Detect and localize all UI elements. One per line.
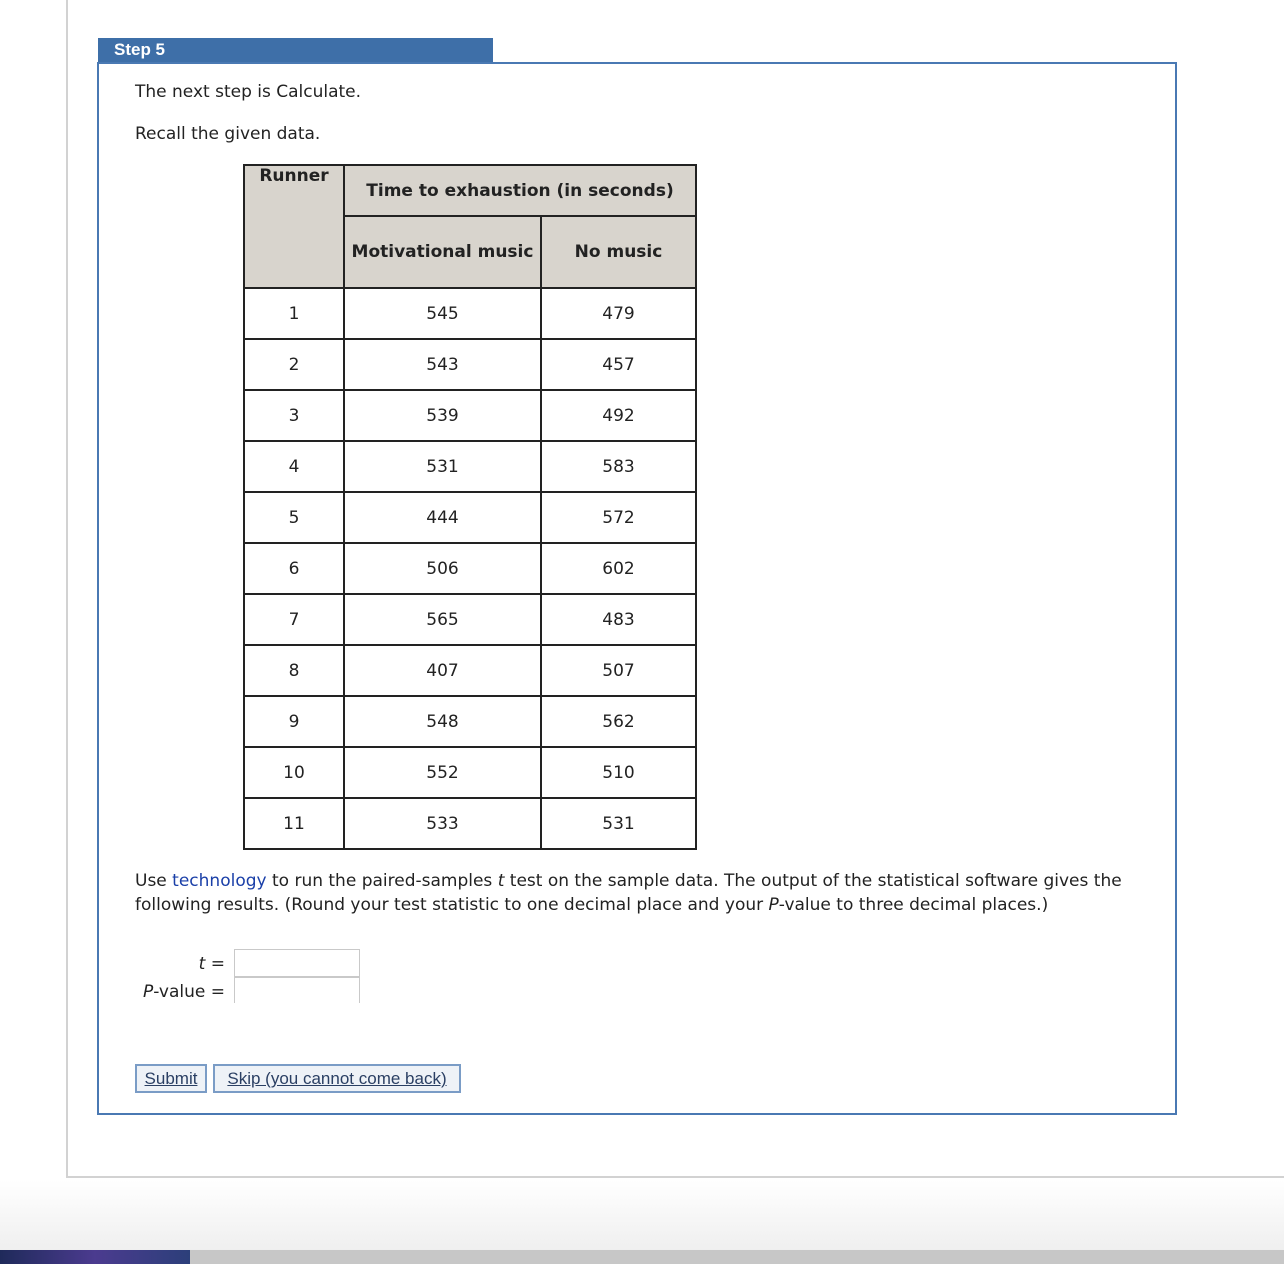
table-row — [244, 339, 696, 390]
table-row — [244, 798, 696, 849]
cell-no-music: 602 — [541, 543, 696, 594]
cell-motivational: 543 — [344, 339, 541, 390]
cell-motivational: 506 — [344, 543, 541, 594]
header-time-group: Time to exhaustion (in seconds) — [344, 165, 696, 216]
data-table — [243, 164, 697, 850]
horizontal-scrollbar[interactable] — [0, 1250, 1284, 1264]
cell-motivational: 533 — [344, 798, 541, 849]
cell-runner: 8 — [244, 645, 344, 696]
skip-button[interactable]: Skip (you cannot come back) — [213, 1064, 461, 1093]
cell-no-music: 479 — [541, 288, 696, 339]
table-row — [244, 696, 696, 747]
t-statistic-input[interactable] — [234, 949, 360, 977]
p-value-label: P-value = — [142, 982, 225, 1002]
cell-motivational: 444 — [344, 492, 541, 543]
instructions-part4: -value to three decimal places.) — [778, 895, 1049, 915]
cell-runner: 11 — [244, 798, 344, 849]
table-row — [244, 390, 696, 441]
t-label: t = — [198, 954, 225, 974]
submit-button[interactable]: Submit — [135, 1064, 207, 1093]
table-row — [244, 492, 696, 543]
t-symbol: t — [497, 871, 505, 891]
table-row — [244, 747, 696, 798]
header-runner: Runner — [244, 165, 344, 288]
instructions-part3: test on the sample data. The output of the statistical software gives the following results. (Round your test statistic to one decimal place and your — [135, 871, 1122, 915]
cell-no-music: 572 — [541, 492, 696, 543]
cell-no-music: 457 — [541, 339, 696, 390]
cell-motivational: 552 — [344, 747, 541, 798]
header-motivational: Motivational music — [344, 216, 541, 288]
instructions — [135, 869, 1145, 917]
cell-runner: 5 — [244, 492, 344, 543]
cell-motivational: 545 — [344, 288, 541, 339]
technology-link[interactable]: technology — [172, 871, 267, 891]
cell-no-music: 531 — [541, 798, 696, 849]
cell-runner: 10 — [244, 747, 344, 798]
cell-runner: 6 — [244, 543, 344, 594]
cell-motivational: 531 — [344, 441, 541, 492]
cell-motivational: 539 — [344, 390, 541, 441]
p-symbol: P — [768, 895, 779, 915]
header-no-music: No music — [541, 216, 696, 288]
table-row — [244, 645, 696, 696]
p-value-input[interactable] — [234, 977, 360, 1003]
table-body — [244, 288, 696, 849]
cell-runner: 3 — [244, 390, 344, 441]
cell-motivational: 407 — [344, 645, 541, 696]
cell-no-music: 492 — [541, 390, 696, 441]
table-row — [244, 543, 696, 594]
cell-runner: 7 — [244, 594, 344, 645]
cell-no-music: 583 — [541, 441, 696, 492]
table-row — [244, 441, 696, 492]
cell-no-music: 510 — [541, 747, 696, 798]
cell-no-music: 483 — [541, 594, 696, 645]
instructions-use: Use — [135, 871, 173, 891]
cell-motivational: 548 — [344, 696, 541, 747]
instructions-part2: to run the paired-samples — [266, 871, 498, 891]
cell-no-music: 507 — [541, 645, 696, 696]
intro-line-1: The next step is Calculate. — [135, 82, 362, 102]
cell-runner: 9 — [244, 696, 344, 747]
step-title: Step 5 — [98, 38, 493, 62]
table-row — [244, 288, 696, 339]
cell-runner: 1 — [244, 288, 344, 339]
cell-runner: 4 — [244, 441, 344, 492]
table-row — [244, 594, 696, 645]
intro-line-2: Recall the given data. — [135, 124, 321, 144]
dock-accent — [0, 1250, 190, 1264]
cell-motivational: 565 — [344, 594, 541, 645]
cell-no-music: 562 — [541, 696, 696, 747]
cell-runner: 2 — [244, 339, 344, 390]
